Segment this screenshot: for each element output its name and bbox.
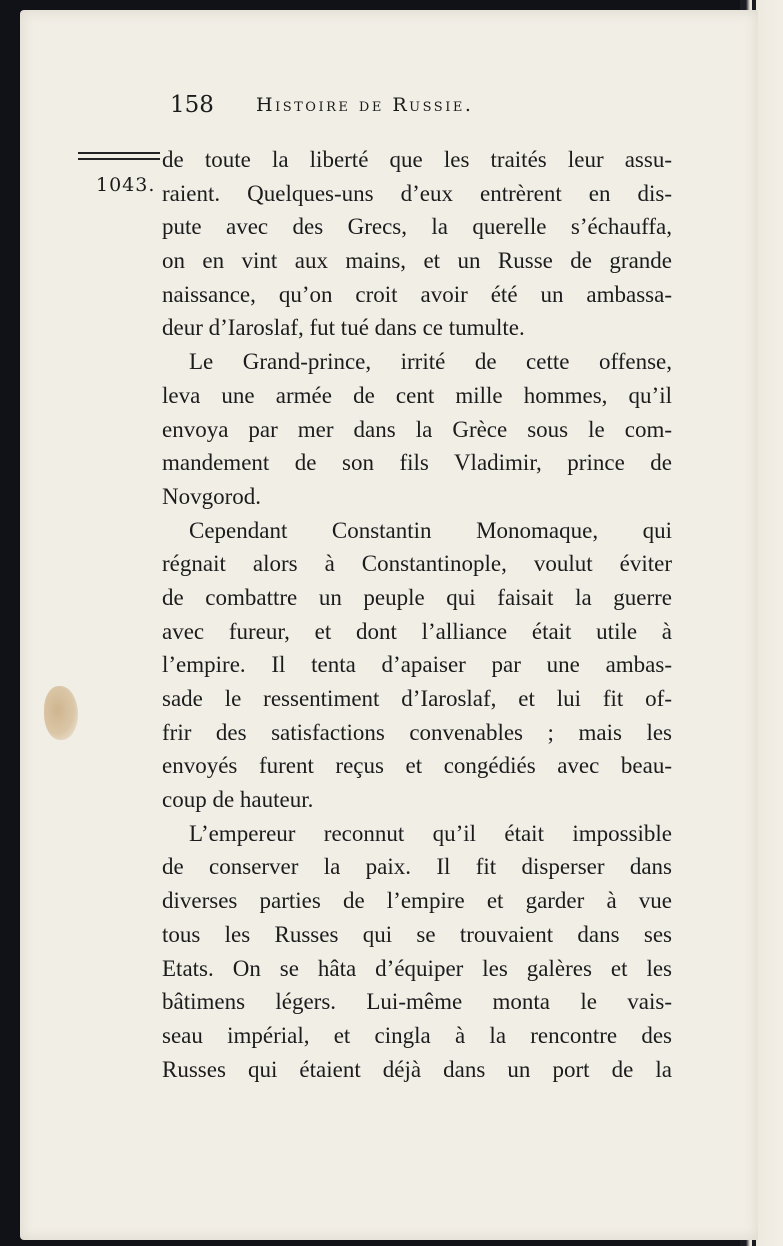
- text-line: L’empereur reconnut qu’il était impossible: [189, 820, 672, 846]
- text-line: on en vint aux mains, et un Russe de grande: [162, 248, 672, 274]
- text-line: Cependant Constantin Monomaque, qui: [189, 517, 672, 543]
- text-line: sade le ressentiment d’Iaroslaf, et lui fit of-: [162, 686, 672, 711]
- text-line: Novgorod.: [162, 483, 262, 509]
- text-line: régnait alors à Constantinople, voulut éviter: [162, 551, 672, 577]
- text-line: mandement de son fils Vladimir, prince de: [162, 450, 672, 476]
- text-line: envoyés furent reçus et congédiés avec beau-: [162, 753, 672, 779]
- text-line: frir des satisfactions convenables ; mais les: [162, 719, 672, 745]
- text-line: l’empire. Il tenta d’apaiser par une ambas-: [162, 652, 672, 678]
- text-line: naissance, qu’on croit avoir été un ambassa-: [162, 281, 672, 307]
- text-line: diverses parties de l’empire et garder à vue: [162, 888, 672, 914]
- text-line: de conserver la paix. Il fit disperser dans: [162, 854, 672, 880]
- running-title: Histoire de Russie.: [256, 94, 474, 116]
- body-text: [162, 143, 672, 1086]
- text-line: seau impérial, et cingla à la rencontre des: [162, 1022, 672, 1048]
- text-line: raient. Quelques-uns d’eux entrèrent en dis-: [162, 180, 672, 206]
- text-line: Etats. On se hâta d’équiper les galères et les: [162, 955, 672, 981]
- margin-year-note: 1043.: [96, 174, 156, 196]
- text-line: de toute la liberté que les traités leur assu-: [162, 147, 672, 172]
- text-line: coup de hauteur.: [162, 787, 314, 813]
- margin-rule: [78, 158, 160, 160]
- text-line: Russes qui étaient déjà dans un port de la: [162, 1056, 672, 1082]
- margin-rule: [78, 152, 160, 154]
- text-line: envoya par mer dans la Grèce sous le com-: [162, 416, 672, 442]
- page-header: [170, 92, 570, 128]
- text-line: pute avec des Grecs, la querelle s’échauffa,: [162, 214, 672, 240]
- text-line: Le Grand-prince, irrité de cette offense,: [189, 349, 672, 375]
- text-line: tous les Russes qui se trouvaient dans ses: [162, 921, 672, 947]
- text-line: leva une armée de cent mille hommes, qu’il: [162, 382, 672, 408]
- text-line: avec fureur, et dont l’alliance était utile à: [162, 618, 672, 644]
- text-line: bâtimens légers. Lui-même monta le vais-: [162, 989, 672, 1015]
- page-number: 158: [170, 92, 214, 118]
- text-line: deur d’Iaroslaf, fut tué dans ce tumulte.: [162, 315, 525, 341]
- paper-stain: [44, 686, 78, 740]
- text-line: de combattre un peuple qui faisait la guerre: [162, 584, 672, 610]
